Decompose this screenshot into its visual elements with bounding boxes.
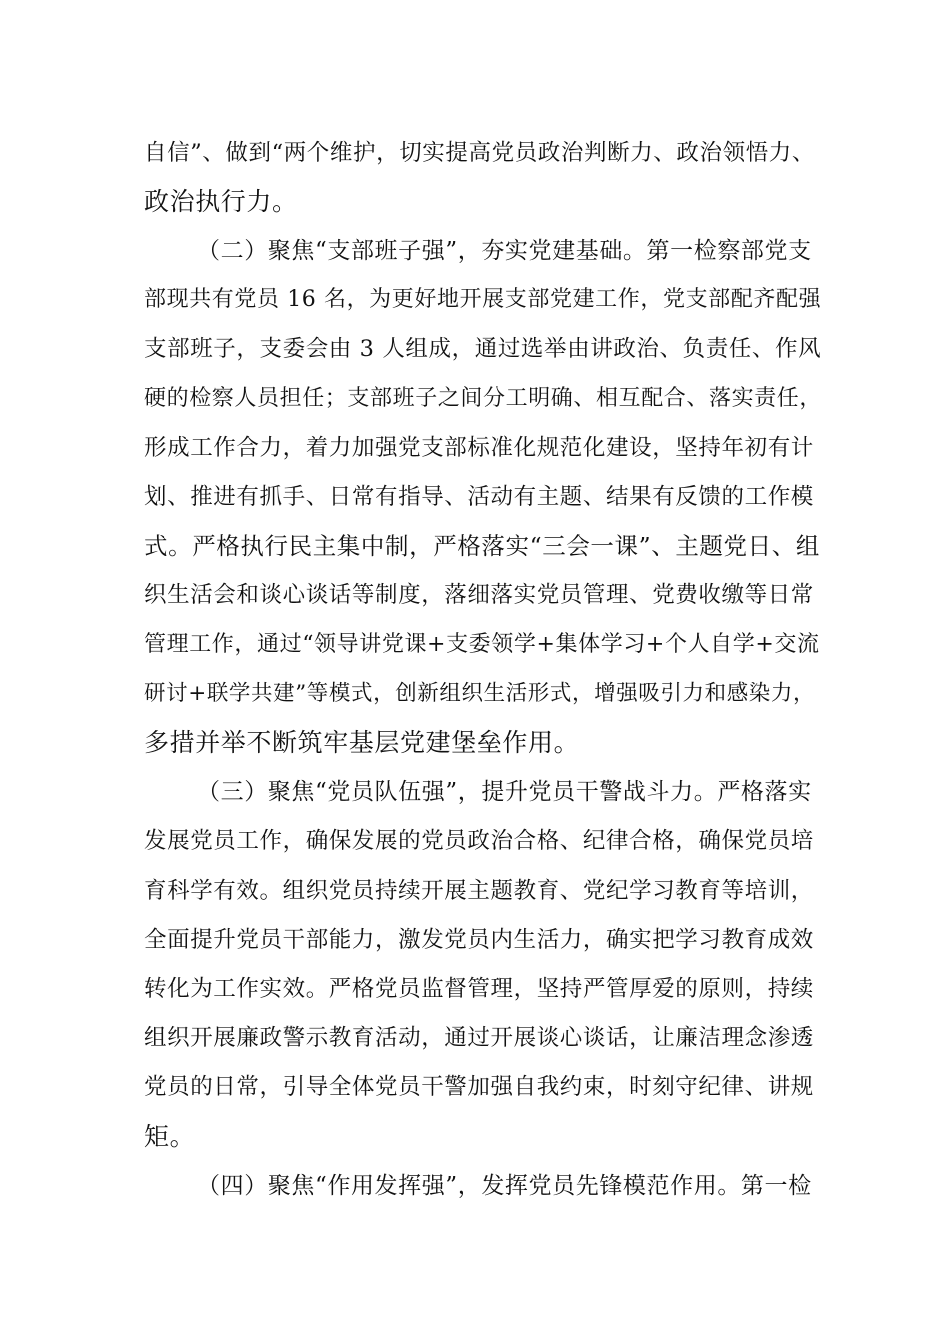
text-line: 全面提升党员干部能力，激发党员内生活力，确实把学习教育成效 — [144, 927, 814, 953]
text-line: 组织开展廉政警示教育活动，通过开展谈心谈话，让廉洁理念渗透 — [144, 1025, 814, 1051]
text-line: 育科学有效。组织党员持续开展主题教育、党纪学习教育等培训， — [144, 878, 814, 904]
text-line: 部现共有党员 16 名，为更好地开展支部党建工作，党支部配齐配强 — [144, 287, 822, 312]
text-line: 多措并举不断筑牢基层党建堡垒作用。 — [144, 728, 580, 757]
text-line: 织生活会和谈心谈话等制度，落细落实党员管理、党费收缴等日常 — [144, 582, 814, 608]
text-line: 党员的日常，引导全体党员干警加强自我约束，时刻守纪律、讲规 — [144, 1074, 814, 1100]
text-line: 管理工作，通过“领导讲党课+支委领学+集体学习+个人自学+交流 — [144, 632, 820, 657]
text-line: 形成工作合力，着力加强党支部标准化规范化建设，坚持年初有计 — [144, 435, 814, 461]
paragraph-heading-3: （三）聚焦“党员队伍强”，提升党员干警战斗力。严格落实 — [197, 779, 812, 805]
text-line: 发展党员工作，确保发展的党员政治合格、纪律合格，确保党员培 — [144, 828, 814, 854]
text-line: 矩。 — [144, 1122, 196, 1151]
text-line: 式。严格执行民主集中制，严格落实“三会一课”、主题党日、组 — [144, 532, 820, 560]
paragraph-heading-2: （二）聚焦“支部班子强”，夯实党建基础。第一检察部党支 — [197, 238, 812, 264]
text-line: 支部班子，支委会由 3 人组成，通过选举由讲政治、负责任、作风 — [144, 336, 822, 362]
paragraph-heading-4: （四）聚焦“作用发挥强”，发挥党员先锋模范作用。第一检 — [197, 1173, 812, 1199]
text-line: 研讨+联学共建”等模式，创新组织生活形式，增强吸引力和感染力， — [144, 681, 816, 706]
text-line: 转化为工作实效。严格党员监督管理，坚持严管厚爱的原则，持续 — [144, 976, 814, 1002]
text-line: 政治执行力。 — [144, 187, 298, 216]
text-line: 硬的检察人员担任；支部班子之间分工明确、相互配合、落实责任， — [144, 386, 823, 411]
text-line: 自信”、做到“两个维护，切实提高党员政治判断力、政治领悟力、 — [144, 140, 816, 166]
text-line: 划、推进有抓手、日常有指导、活动有主题、结果有反馈的工作模 — [144, 484, 814, 510]
